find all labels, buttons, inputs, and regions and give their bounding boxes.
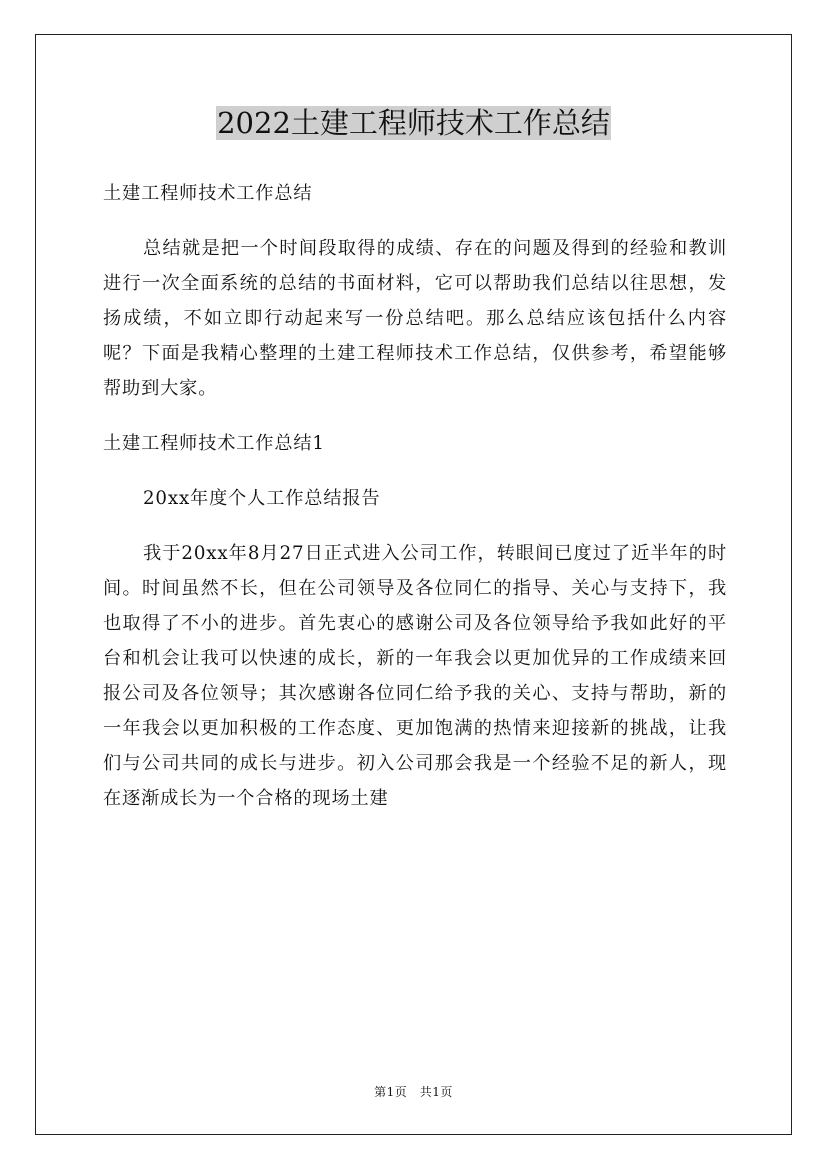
page-footer: 第1页 共1页 [374, 1085, 453, 1099]
document-title-text: 2022土建工程师技术工作总结 [217, 106, 610, 140]
document-body [103, 176, 727, 816]
document-title [0, 101, 827, 145]
subheading: 土建工程师技术工作总结 [103, 183, 313, 204]
section-title: 土建工程师技术工作总结1 [103, 433, 325, 454]
report-title: 20xx年度个人工作总结报告 [143, 488, 381, 509]
intro-paragraph: 总结就是把一个时间段取得的成绩、存在的问题及得到的经验和教训进行一次全面系统的总结的书面材料，它可以帮助我们总结以往思想，发扬成绩，不如立即行动起来写一份总结吧。那么总结应该包括什么内容呢？下面是我精心整理的土建工程师技术工作总结，仅供参考，希望能够帮助到大家。 [103, 238, 727, 399]
body-paragraph: 我于20xx年8月27日正式进入公司工作，转眼间已度过了近半年的时间。时间虽然不长，但在公司领导及各位同仁的指导、关心与支持下，我也取得了不小的进步。首先衷心的感谢公司及各位领导给予我如此好的平台和机会让我可以快速的成长，新的一年我会以更加优异的工作成绩来回报公司及各位领导；其次感谢各位同仁给予我的关心、支持与帮助，新的一年我会以更加积极的工作态度、更加饱满的热情来迎接新的挑战，让我们与公司共同的成长与进步。初入公司那会我是一个经验不足的新人，现在逐渐成长为一个合格的现场土建 [103, 543, 727, 809]
